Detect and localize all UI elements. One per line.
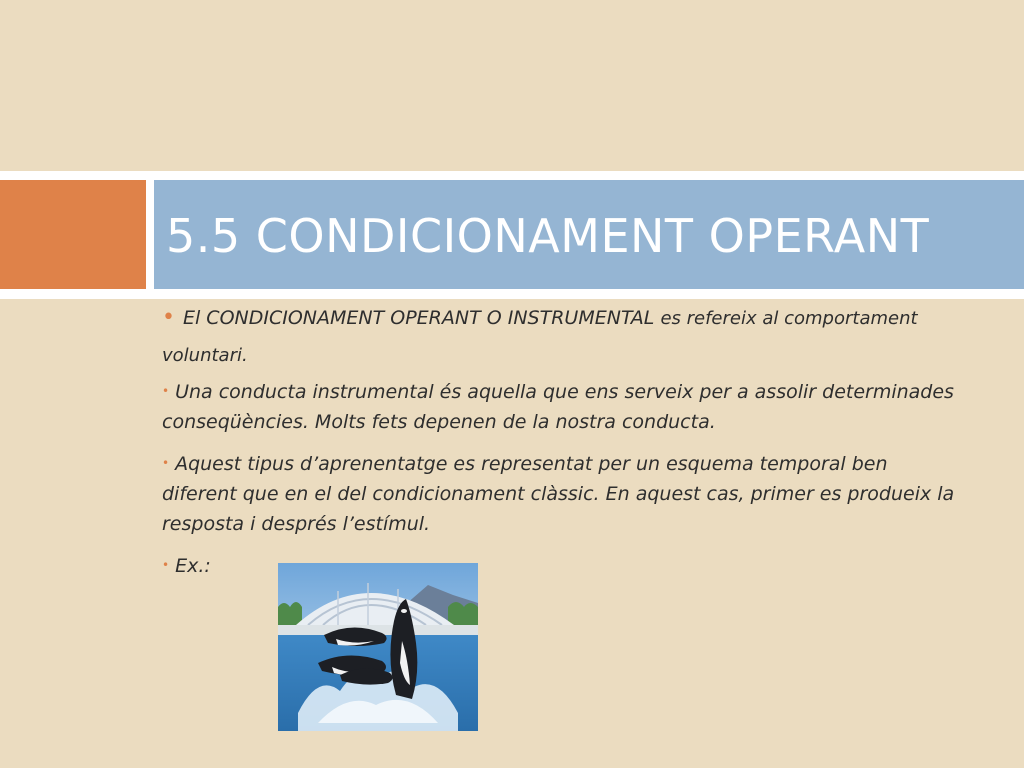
- bullet-marker: •: [162, 305, 175, 330]
- bullet-2-text: Una conducta instrumental és aquella que ens serveix per a assolir determinades conseqüències. Molts fets depenen de la nostra conducta.: [162, 381, 954, 433]
- bullet-1-rest: es refereix al comportament voluntari.: [162, 308, 918, 366]
- slide-title: 5.5 CONDICIONAMENT OPERANT: [166, 209, 930, 263]
- bullet-1-lead: El CONDICIONAMENT OPERANT O INSTRUMENTAL: [182, 307, 655, 329]
- bullet-1: [162, 300, 962, 374]
- bullet-marker: •: [162, 456, 170, 470]
- bullet-3: [162, 448, 962, 539]
- accent-block: [0, 180, 146, 289]
- bullet-marker: •: [162, 384, 170, 398]
- bullet-4-text: Ex.:: [175, 555, 211, 577]
- bullet-2: [162, 376, 962, 437]
- orcas-photo: [278, 563, 478, 731]
- bullet-marker: •: [162, 558, 170, 572]
- bullet-3-text: Aquest tipus d’aprenentatge es representat per un esquema temporal ben diferent que en el del condicionament clàssic. En aquest cas, primer es produeix la resposta i després l’estímul.: [162, 453, 955, 535]
